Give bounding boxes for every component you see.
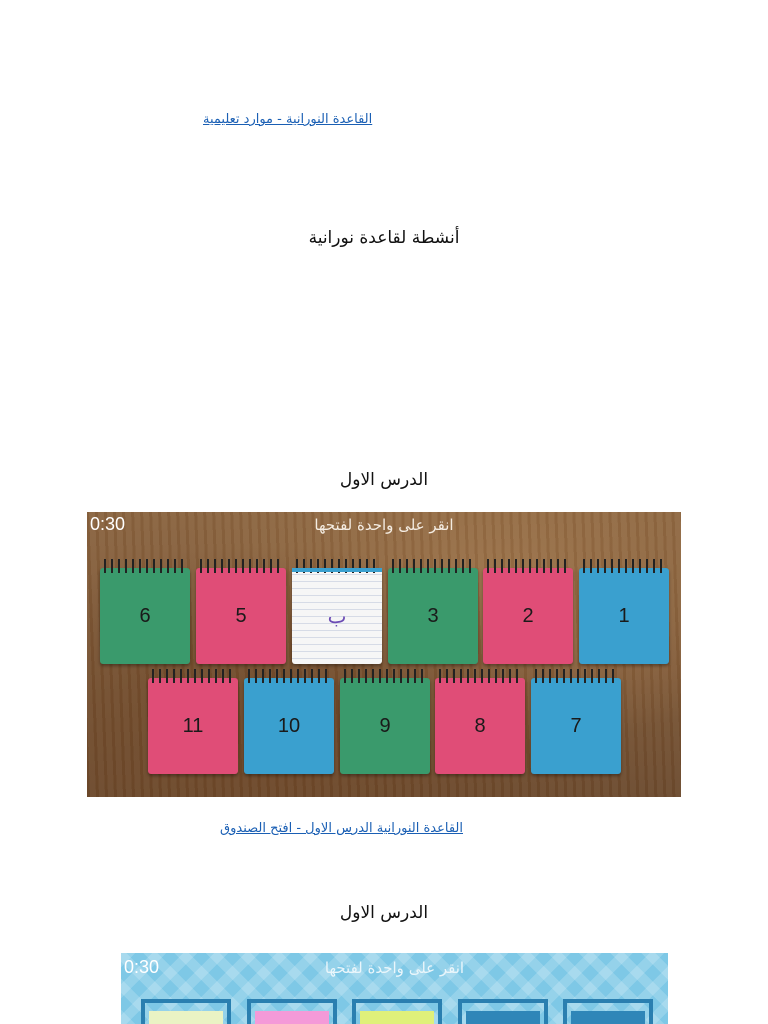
open-the-box-game[interactable] bbox=[87, 512, 681, 797]
game-timer: 0:30 bbox=[90, 514, 126, 534]
box-card[interactable]: 3 bbox=[388, 568, 478, 664]
box-card[interactable]: 9 bbox=[340, 678, 430, 774]
lesson-title: الدرس الاول bbox=[339, 903, 429, 923]
box-card[interactable]: 6 bbox=[100, 568, 190, 664]
box-card[interactable]: 1 bbox=[579, 568, 669, 664]
game-box[interactable] bbox=[352, 999, 442, 1024]
game-box[interactable] bbox=[458, 999, 548, 1024]
game-box[interactable] bbox=[141, 999, 231, 1024]
box-card[interactable]: 5 bbox=[196, 568, 286, 664]
game-timer: 0:30 bbox=[124, 957, 160, 977]
page-title: أنشطة لقاعدة نورانية bbox=[308, 228, 460, 248]
game-instruction: انقر على واحدة لفتحها bbox=[314, 516, 454, 534]
resources-link[interactable]: القاعدة النورانية - موارد تعليمية bbox=[203, 112, 373, 127]
box-card[interactable]: 11 bbox=[148, 678, 238, 774]
box-card[interactable]: 2 bbox=[483, 568, 573, 664]
game-instruction: انقر على واحدة لفتحها bbox=[324, 959, 465, 977]
box-card-opened[interactable]: ب bbox=[292, 568, 382, 664]
lesson-game-link[interactable]: القاعدة النورانية الدرس الاول - افتح الصندوق bbox=[220, 821, 463, 836]
game-box[interactable] bbox=[247, 999, 337, 1024]
game-box[interactable] bbox=[563, 999, 653, 1024]
lesson-title: الدرس الاول bbox=[339, 470, 429, 490]
box-card[interactable]: 10 bbox=[244, 678, 334, 774]
second-game[interactable] bbox=[121, 953, 668, 1024]
box-card[interactable]: 7 bbox=[531, 678, 621, 774]
box-card[interactable]: 8 bbox=[435, 678, 525, 774]
